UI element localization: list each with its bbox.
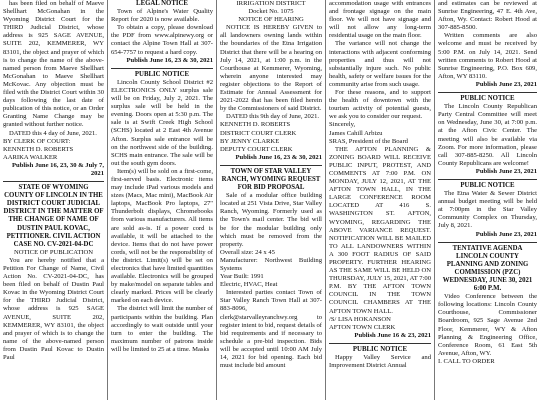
- notice-divider: [438, 179, 537, 180]
- column-rule: [107, 0, 108, 400]
- spec-utilities: Electric, HVAC, Heat: [220, 281, 278, 289]
- dated-line: DATED this 4 day of June, 2021.: [9, 129, 97, 137]
- publish-line: Publish June 23, 2021: [475, 230, 537, 238]
- publish-line: Publish June 16 & 23, 2021: [354, 331, 431, 339]
- name-change-notice-body: has been filed on behalf of Maeve Shellhart McGonahan in the Wyoming District Court for the THIRD Judicial District, whose address is 925 SAGE AVENUE, SUITE 202, KEMMERER, WY 83101, the object and prayer of which is to change the name of the above-named person from Maeve Shellhart McGonahan to Maeve Shellhart McKovac. Any objection must be filed with the District Court within 30 days following the last date of publication of this notice, or an Order Granting Name Change may be granted without further notice.: [3, 0, 104, 129]
- agenda-item: I. CALL TO ORDER: [438, 357, 495, 365]
- water-report-contact: To obtain a copy, please download the PDF from www.alpinewy.org or contact the Alpine Town Hall at 307-654-7757 to request a hard copy.: [111, 24, 213, 56]
- publish-line: Publish June 16, 23, 30 & July 7, 2021: [12, 161, 104, 177]
- variance-text-2: The variance will not change the interactions with adjacent conforming properties and thus will not substantially injure such. No public health, safety or welfare issues for the community arise from such usage.: [329, 40, 431, 88]
- legal-notice-heading: LEGAL NOTICE: [136, 0, 188, 7]
- notice-title: NOTICE OF PUBLICATION: [13, 248, 94, 256]
- happy-valley-text: Happy Valley Service and Improvement District Annual: [329, 354, 431, 370]
- clerk-name: KENNETH D. ROBERTS: [3, 145, 74, 153]
- variance-text-1: accommodation usage with entrances and frontage signage on the main floor. We will not have signage and will not allow any long-term residential usage on the main floor.: [329, 0, 431, 40]
- docket-number: Docket No. 1075: [248, 8, 294, 16]
- notice-divider: [438, 242, 537, 243]
- notice-of-hearing: NOTICE OF HEARING: [238, 16, 304, 24]
- column-2: [111, 0, 213, 400]
- spec-year: Year Built: 1991: [220, 273, 264, 281]
- surplus-items-text: Item(s) will be sold on a first-come, first-served basis. Electronic items may include iPad various models and sizes (Macs, Mac mini), MacBook Air laptops, MacBook Pro laptops, 27" Thunderbolt displays, Chromebooks from various manufacturers. All items are sold as-is. If a power cord is available, it will be attached to the device. Items that do not have power cords, will not be the responsibility of the district. Limit(s) will be set on electronics that have limited quantities available. Electronics will be grouped by make/model on separate tables and clearly marked. Prices will be clearly marked on each device.: [111, 167, 213, 305]
- deputy-name: BY JENNY CLARKE: [220, 137, 280, 145]
- variance-text-3: For these reasons, and to support the health of downtown with the tourism activity of potential guests, we ask you to consider our request.: [329, 89, 431, 121]
- column-5: [438, 0, 537, 400]
- town-clerk-signature: /S/ LISA HOKANSON: [329, 315, 391, 323]
- bid-proposal-heading: TOWN OF STAR VALLEY RANCH, WYOMING REQUEST FOR BID PROPOSAL: [221, 167, 321, 192]
- column-3: [220, 0, 322, 400]
- dated-line: DATED this 9th day of June, 2021.: [226, 113, 320, 121]
- agenda-heading: TENTATIVE AGENDA LINCOLN COUNTY PLANNING AND ZONING COMMISSION (PZC) WEDNESDAY, JUNE 30, 2021 6:00 P.M.: [442, 244, 533, 293]
- video-conference-text: Video Conference between the following locations: Lincoln County Courthouse, Commissioner Boardroom, 925 Sage Avenue 2nd Floor, Kemmerer, WY & Afton Planning & Engineering Office, Conference Room, 61 East 5th Avenue, Afton, WY.: [438, 293, 537, 357]
- column-rule: [434, 0, 435, 400]
- public-notice-heading: PUBLIC NOTICE: [460, 95, 515, 103]
- clerk-name: KENNETH D. ROBERTS: [220, 121, 291, 129]
- notice-divider: [329, 343, 431, 344]
- deputy-name: AARIKA WALKER: [3, 153, 58, 161]
- water-report-text: Town of Alpine's Water Quality Report for 2020 is now available.: [111, 8, 213, 24]
- column-rule: [325, 0, 326, 400]
- estimates-text: and estimates can be reviewed at Sunrise Engineering, 47 E. 4th Ave, Afton, Wy. Contact: Robert Hood at 307-885-8500.: [438, 0, 537, 32]
- second-notice-body: You are hereby notified that a Petition For Change of Name, Civil Action No. CV-2021-04-DC, has been filed on behalf of Dustin Paul Kovac in the Wyoming District Court for the THIRD Judicial District, whose address is 925 SAGE AVENUE, SUITE 202, KEMMERER, WY 83101, the object and prayer of which is to change the name of the above-named person from Dustin Paul Kovac to Dustin Paul: [3, 256, 104, 362]
- written-comments-text: Written comments are also welcome and must be received by 5:00 P.M. on July 14, 2021. Send written comments to Robert Hood at Sunrise Engineering, P.O. Box 609, Afton, WY 83110.: [438, 32, 537, 80]
- hearing-text: NOTICE IS HEREBY GIVEN to all landowners owning lands within the boundaries of the Etna Irrigation District that there will be a hearing on July 14, 2021, at 1:00 p.m. in the Courthouse at Kemmerer, Wyoming, wherein anyone interested may register objections to the Report of Estimate for Annual Assessment for 2021-2022 that has been filed herein by the Commissioners of said District.: [220, 24, 322, 113]
- notice-divider: [220, 165, 322, 166]
- column-1: [3, 0, 104, 400]
- public-notice-heading: PUBLIC NOTICE: [352, 345, 408, 353]
- clerk-title: DISTRICT COURT CLERK: [220, 129, 297, 137]
- notice-divider: [438, 92, 537, 93]
- surplus-sale-text: Lincoln County School District #2 ELECTRONICS ONLY surplus sale will be on Friday, July 2, 2021. The surplus sale will be held in the evening. Doors open at 5:30 p.m. The sale is at Swift Creek High School (SCHS) located at 2 East 4th Avenue Afton. Surplus sale entrance will be on the northwest side of the building. SCHS main entrance. The sale will be out the south gym doors.: [111, 78, 213, 167]
- republican-meeting-text: The Lincoln County Republican Party Central Committee will meet on Wednesday, June 30, at 7:00 p.m. at the Afton Civic Center. The meeting will also be available via Zoom. For more information, please call 307-885-8250. All Lincoln County Republicans are welcome!: [438, 103, 537, 167]
- publish-line: Publish June 23, 2021: [475, 167, 537, 175]
- signer-title: SRAS, President of the Board: [329, 137, 408, 145]
- spec-manufacturer: Manufacturer: Northwest Building Systems: [220, 256, 322, 272]
- surplus-limits-text: The district will limit the number of participants within the building. Plan accordingly to wait outside until your turn to enter the building. The maximum number of patrons inside will be limited to 25 at a time. Masks: [111, 305, 213, 353]
- notice-divider: [3, 181, 104, 182]
- publish-line: Publish June 16, 23 & 30, 2021: [126, 56, 213, 64]
- bid-contact-text: Interested parties contact Town of Star Valley Ranch Town Hall at 307-883-8096, clerk@starvalleyranchwy.org to register intent to bid, request details of bid requirements and if necessary to schedule a pre-bid inspection. Bids will be accepted until 10:00 AM July 14, 2021 for bid opening. Each bid must include bid amount: [220, 289, 322, 370]
- town-clerk-title: AFTON TOWN CLERK: [329, 323, 396, 331]
- spec-size: Overall size: 24 x 45: [220, 248, 275, 256]
- deputy-title: DEPUTY COURT CLERK: [220, 145, 293, 153]
- state-heading: STATE OF WYOMING COUNTY OF LINCOLN IN THE DISTRICT COURT JUDICIAL DISTRICT IN THE MATTER OF THE CHANGE OF NAME OF DUSTIN PAUL KOVAC, PETITIONER. CIVIL ACTION CASE NO. CV-2021-04-DC: [3, 184, 104, 248]
- publish-line: Publish June 16, 23 & 30, 2021: [235, 153, 322, 161]
- signer-name: James Cahill Arbizu: [329, 129, 383, 137]
- public-notice-heading: PUBLIC NOTICE: [134, 70, 190, 78]
- publish-line: Publish June 23, 2021: [475, 80, 537, 88]
- column-4: [329, 0, 431, 400]
- etna-budget-text: The Etna Water & Sewer District annual budget meeting will be held at 7:00pm in the Star Valley Community Complex on Thursday, July 8, 2021.: [438, 190, 537, 230]
- public-notice-heading: PUBLIC NOTICE: [460, 181, 515, 189]
- column-rule: [216, 0, 217, 400]
- zoning-board-text: THE AFTON PLANNING & ZONING BOARD WILL RECEIVE PUBLIC INPUT, PROTEST, AND COMMENTS AT 7:00 P.M. ON MONDAY, JULY 12, 2021, AT THE AFTON TOWN HALL, IN THE LARGE CONFERENCE ROOM LOCATED AT 416 S. WASHINGTON ST. AFTON, WYOMING, REGARDING THE ABOVE VARIANCE REQUEST. NOTIFICATION WILL BE MAILED TO ALL LANDOWNERS WITHIN A 300 FOOT RADIUS OF SAID PROPERTY. FURTHER HEARING AS THE SAME WILL BE HELD ON THURSDAY, JULY 15, 2021, AT 7:00 P.M. BY THE AFTON TOWN COUNCIL IN THE TOWN COUNCIL CHAMBERS AT THE AFTON TOWN HALL.: [329, 145, 431, 315]
- sincerely: Sincerely,: [329, 121, 356, 129]
- clerk-line: BY CLERK OF COURT:: [3, 137, 71, 145]
- bid-description: Sale of a modular office building located at 251 Vista Drive, Star Valley Ranch, Wyoming. Formerly used as the Town's mail center. The bid will be for the modular building only which must be removed from the property.: [220, 192, 322, 248]
- notice-divider: [111, 68, 213, 69]
- district-name: IRRIGATION DISTRICT: [236, 0, 306, 7]
